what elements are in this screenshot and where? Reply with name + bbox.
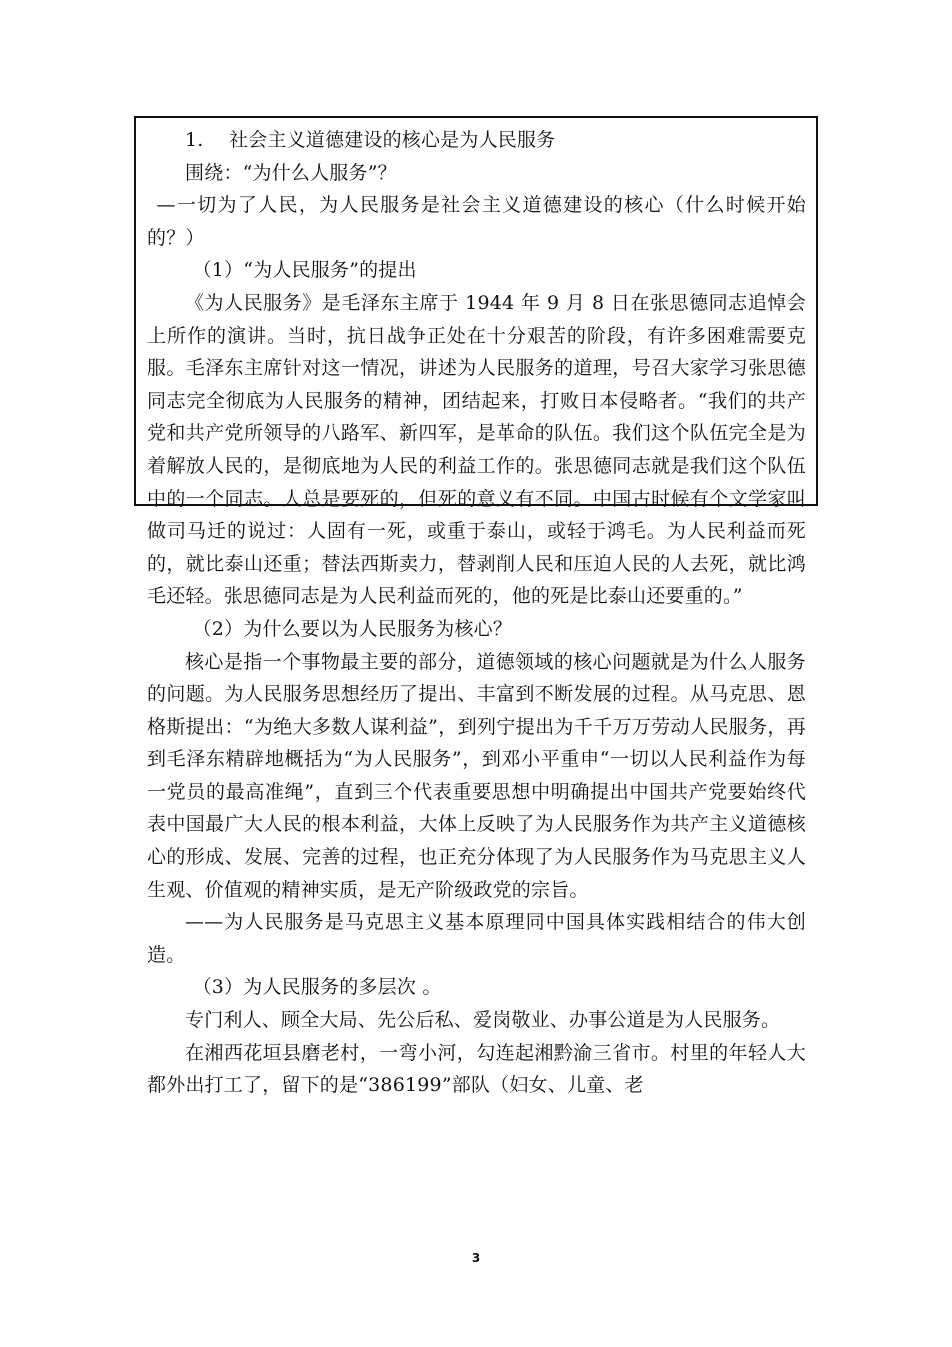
paragraph-great-creation: ——为人民服务是马克思主义基本原理同中国具体实践相结合的伟大创造。 <box>147 911 806 966</box>
paragraph-why-core-body: 核心是指一个事物最主要的部分，道德领域的核心问题就是为什么人服务的问题。为人民服务思想经历了提出、丰富到不断发展的过程。从马克思、恩格斯提出：“为绝大多数人谋利益”，到列宁提出为千千万万劳动人民服务，再到毛泽东精辟地概括为“为人民服务”，到邓小平重申“一切以人民利益作为每一党员的最高准绳”，直到三个代表重要思想中明确提出中国共产党要始终代表中国最广大人民的根本利益，大体上反映了为人民服务作为共产主义道德核心的形成、发展、完善的过程，也正充分体现了为人民服务作为马克思主义人生观、价值观的精神实质，是无产阶级政党的宗旨。 <box>147 650 806 901</box>
page-number: 3 <box>471 1251 481 1265</box>
paragraph-origin-body: 《为人民服务》是毛泽东主席于 1944 年 9 月 8 日在张思德同志追悼会上所作的演讲。当时，抗日战争正处在十分艰苦的阶段，有许多困难需要克服。毛泽东主席针对这一情况，讲述为人民服务的道理，号召大家学习张思德同志完全彻底为人民服务的精神，团结起来，打败日本侵略者。“我们的共产党和共产党所领导的八路军、新四军，是革命的队伍。我们这个队伍完全是为着解放人民的，是彻底地为人民的利益工作的。张思德同志就是我们这个队伍中的一个同志。人总是要死的，但死的意义有不同。中国古时候有个文学家叫做司马迁的说过：人固有一死，或重于泰山，或轻于鸿毛。为人民利益而死的，就比泰山还重；替法西斯卖力，替剥削人民和压迫人民的人去死，就比鸿毛还轻。张思德同志是为人民利益而死的，他的死是比泰山还要重的。” <box>147 291 806 608</box>
paragraph-question: 围绕：“为什么人服务”？ <box>185 161 397 184</box>
section-heading: 1. 社会主义道德建设的核心是为人民服务 <box>185 129 556 151</box>
subheading-levels: （3）为人民服务的多层次 。 <box>192 976 442 999</box>
subheading-why-core: （2）为什么要以为人民服务为核心？ <box>192 617 513 640</box>
paragraph-levels-body: 专门利人、顾全大局、先公后私、爱岗敬业、办事公道是为人民服务。 <box>185 1009 781 1032</box>
paragraph-village-story: 在湘西花垣县磨老村，一弯小河，勾连起湘黔渝三省市。村里的年轻人大都外出打工了，留下的是“386199”部队（妇女、儿童、老 <box>147 1041 806 1097</box>
paragraph-core-statement: —一切为了人民，为人民服务是社会主义道德建设的核心（什么时候开始的？） <box>147 194 806 249</box>
text-frame <box>134 116 818 1097</box>
subheading-origin: （1）“为人民服务”的提出 <box>192 259 417 282</box>
